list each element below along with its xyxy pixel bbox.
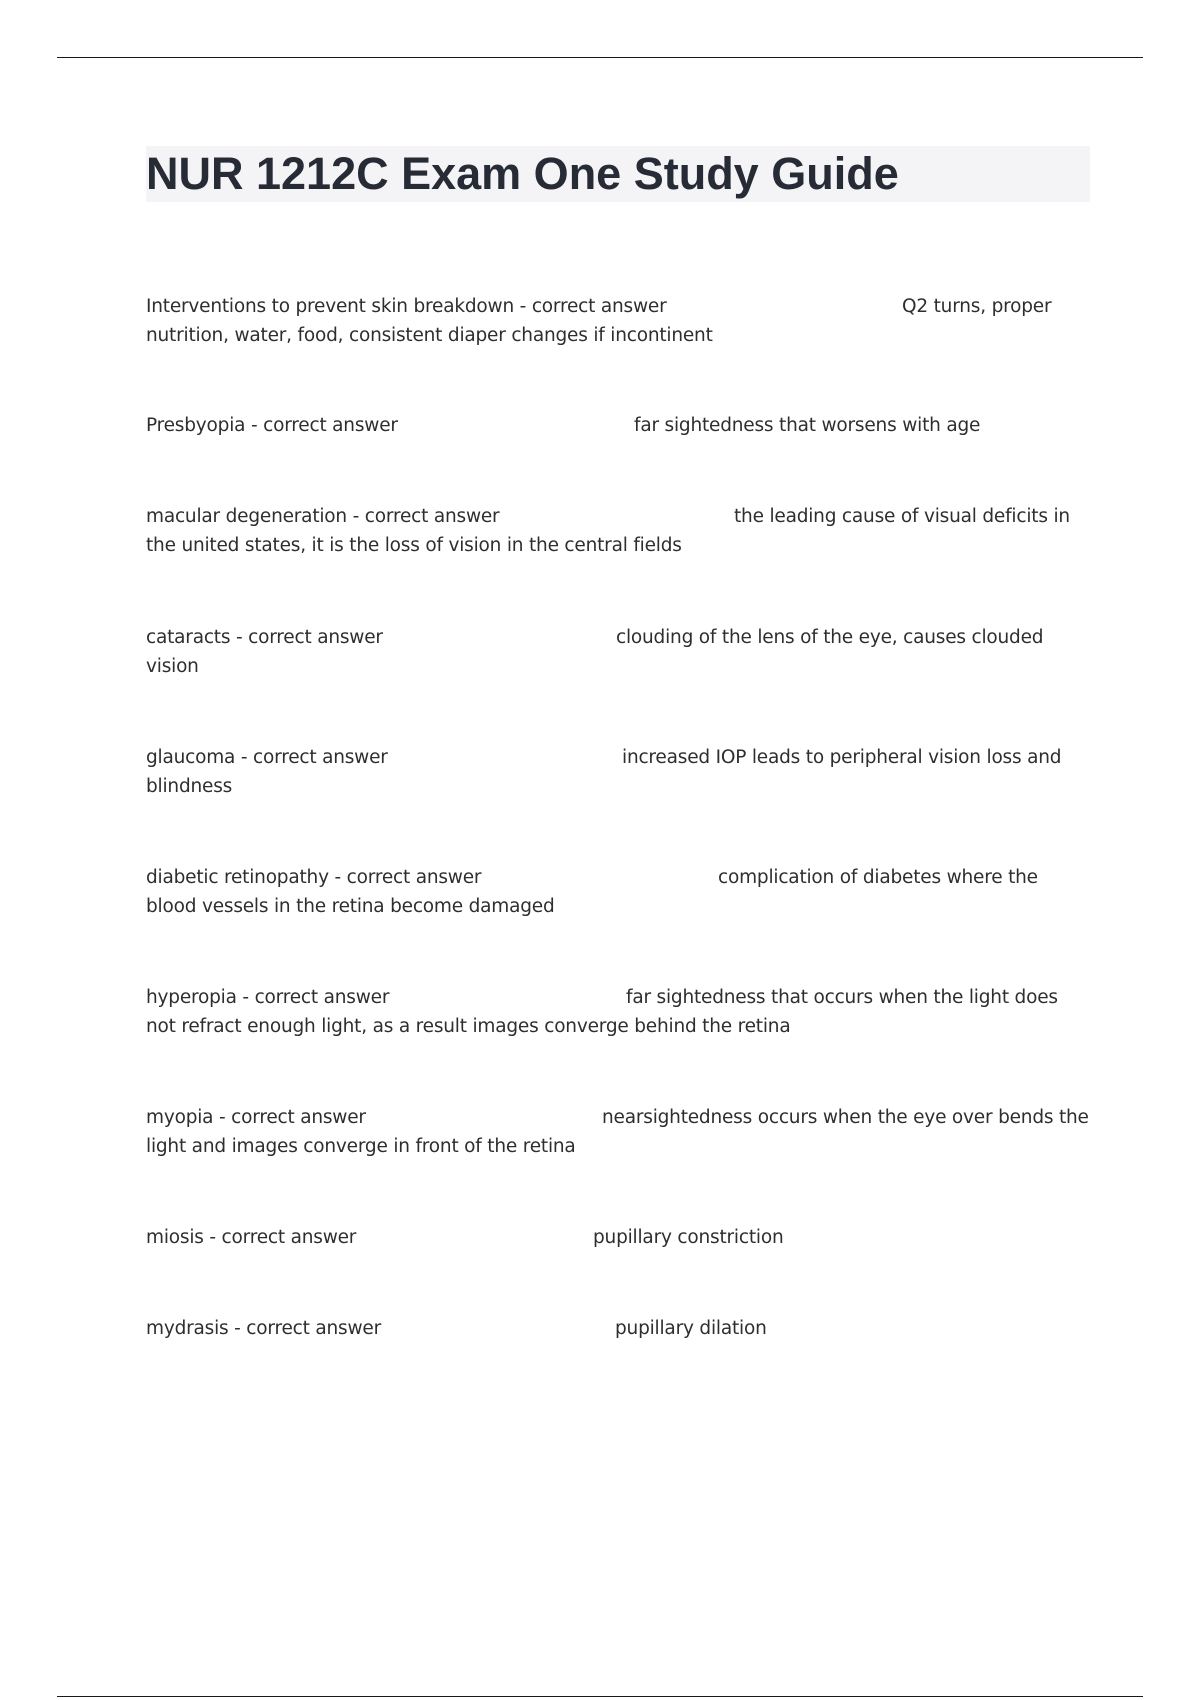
entry-term: myopia - correct answer (146, 1107, 366, 1128)
entry-definition: pupillary dilation (615, 1318, 767, 1339)
study-entry (146, 411, 1086, 440)
entry-term: cataracts - correct answer (146, 627, 383, 648)
entry-definition: far sightedness that occurs when the light does (626, 987, 1058, 1008)
study-entry (146, 292, 1086, 350)
entry-term: macular degeneration - correct answer (146, 506, 500, 527)
entry-definition: pupillary constriction (593, 1227, 784, 1248)
entry-definition: increased IOP leads to peripheral vision loss and (622, 747, 1062, 768)
top-rule (57, 57, 1143, 58)
entry-term: mydrasis - correct answer (146, 1318, 381, 1339)
entry-definition: far sightedness that worsens with age (634, 415, 981, 436)
entry-term: diabetic retinopathy - correct answer (146, 867, 482, 888)
entry-term: Interventions to prevent skin breakdown - correct answer (146, 296, 667, 317)
entry-definition: the leading cause of visual deficits in (734, 506, 1070, 527)
entry-definition-continued: blood vessels in the retina become damaged (146, 896, 555, 917)
study-entry (146, 743, 1086, 801)
entry-term: Presbyopia - correct answer (146, 415, 398, 436)
title-banner (146, 146, 1090, 202)
entry-definition-continued: vision (146, 656, 199, 677)
study-entry (146, 1223, 1086, 1252)
entry-definition-continued: light and images converge in front of the retina (146, 1136, 576, 1157)
study-entry (146, 1103, 1089, 1161)
entry-definition-continued: blindness (146, 776, 233, 797)
study-entry (146, 1314, 1086, 1343)
study-entry (146, 983, 1086, 1041)
entry-definition-continued: not refract enough light, as a result images converge behind the retina (146, 1016, 791, 1037)
page-title: NUR 1212C Exam One Study Guide (146, 148, 899, 199)
entry-term: hyperopia - correct answer (146, 987, 390, 1008)
bottom-rule (57, 1696, 1143, 1697)
entry-definition: nearsightedness occurs when the eye over bends the (602, 1107, 1089, 1128)
entry-term: glaucoma - correct answer (146, 747, 388, 768)
study-entry (146, 502, 1086, 560)
study-entry (146, 863, 1086, 921)
study-entry (146, 623, 1086, 681)
entry-definition-continued: nutrition, water, food, consistent diaper changes if incontinent (146, 325, 713, 346)
entry-definition-continued: the united states, it is the loss of vision in the central fields (146, 535, 682, 556)
entry-definition: Q2 turns, proper (902, 296, 1052, 317)
entry-term: miosis - correct answer (146, 1227, 357, 1248)
entry-definition: clouding of the lens of the eye, causes clouded (616, 627, 1044, 648)
entry-definition: complication of diabetes where the (718, 867, 1038, 888)
